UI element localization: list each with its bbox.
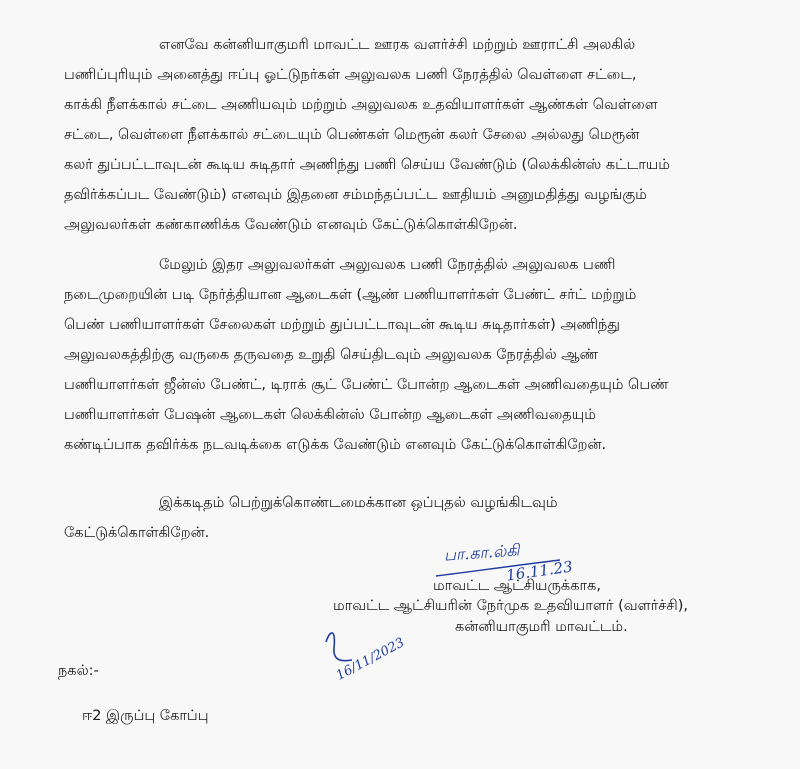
text-line: பணியாளர்கள் பேஷன் ஆடைகள் லெக்கின்ஸ் போன்ற ஆடைகள் அணிவதையும் (64, 407, 596, 423)
copy-recipient: ஈ2 இருப்பு கோப்பு (82, 708, 209, 724)
text-line: காக்கி நீளக்கால் சட்டை அணியவும் மற்றும் அலுவலக உதவியாளர்கள் ஆண்கள் வெள்ளை (64, 97, 658, 113)
text-line: பணியாளர்கள் ஜீன்ஸ் பேண்ட், டிராக் சூட் பேண்ட் போன்ற ஆடைகள் அணிவதையும் பெண் (64, 377, 669, 393)
text-line: அலுவலர்கள் கண்காணிக்க வேண்டும் எனவும் கேட்டுக்கொள்கிறேன். (64, 217, 518, 233)
copy-label: நகல்:- (58, 663, 99, 679)
text-line: சட்டை, வெள்ளை நீளக்கால் சட்டையும் பெண்கள் மெரூன் கலர் சேலை அல்லது மெரூன் (64, 127, 640, 143)
signature-line-designation: மாவட்ட ஆட்சியரின் நேர்முக உதவியாளர் (வளர்ச்சி), (333, 598, 688, 614)
text-line: கலர் துப்பட்டாவுடன் கூடிய சுடிதார் அணிந்து பணி செய்ய வேண்டும் (லெக்கின்ஸ் கட்டாயம் (64, 157, 670, 173)
text-line: பணிப்புரியும் அனைத்து ஈப்பு ஓட்டுநர்கள் அலுவலக பணி நேரத்தில் வெள்ளை சட்டை, (64, 67, 637, 83)
handwritten-signature-date: 16.11.23 (505, 557, 574, 585)
signature-line-district: கன்னியாகுமரி மாவட்டம். (455, 619, 628, 635)
initials-stroke (326, 633, 352, 661)
text-line: கண்டிப்பாக தவிர்க்க நடவடிக்கை எடுக்க வேண்டும் எனவும் கேட்டுக்கொள்கிறேன். (64, 437, 607, 453)
handwritten-initials-date: 16/11/2023 (333, 635, 408, 684)
text-line: பெண் பணியாளர்கள் சேலைகள் மற்றும் துப்பட்டாவுடன் கூடிய சுடிதார்கள்) அணிந்து (64, 317, 620, 333)
text-line: அலுவலகத்திற்கு வருகை தருவதை உறுதி செய்திடவும் அலுவலக நேரத்தில் ஆண் (64, 347, 599, 363)
text-line: எனவே கன்னியாகுமரி மாவட்ட ஊரக வளர்ச்சி மற்றும் ஊராட்சி அலகில் (159, 37, 636, 53)
text-line: கேட்டுக்கொள்கிறேன். (64, 525, 210, 541)
text-line: மேலும் இதர அலுவலர்கள் அலுவலக பணி நேரத்தில் அலுவலக பணி (159, 257, 616, 273)
text-line: தவிர்க்கப்பட வேண்டும்) எனவும் இதனை சம்மந்தப்பட்ட ஊதியம் அனுமதித்து வழங்கும் (64, 187, 647, 203)
signature-line-for-collector: மாவட்ட ஆட்சியருக்காக, (433, 578, 601, 594)
text-line: இக்கடிதம் பெற்றுக்கொண்டமைக்கான ஒப்புதல் வழங்கிடவும் (159, 495, 558, 511)
text-line: நடைமுறையின் படி நேர்த்தியான ஆடைகள் (ஆண் பணியாளர்கள் பேண்ட் சர்ட் மற்றும் (64, 287, 637, 303)
handwritten-signature: பா.கா.ல்கி (443, 540, 520, 565)
